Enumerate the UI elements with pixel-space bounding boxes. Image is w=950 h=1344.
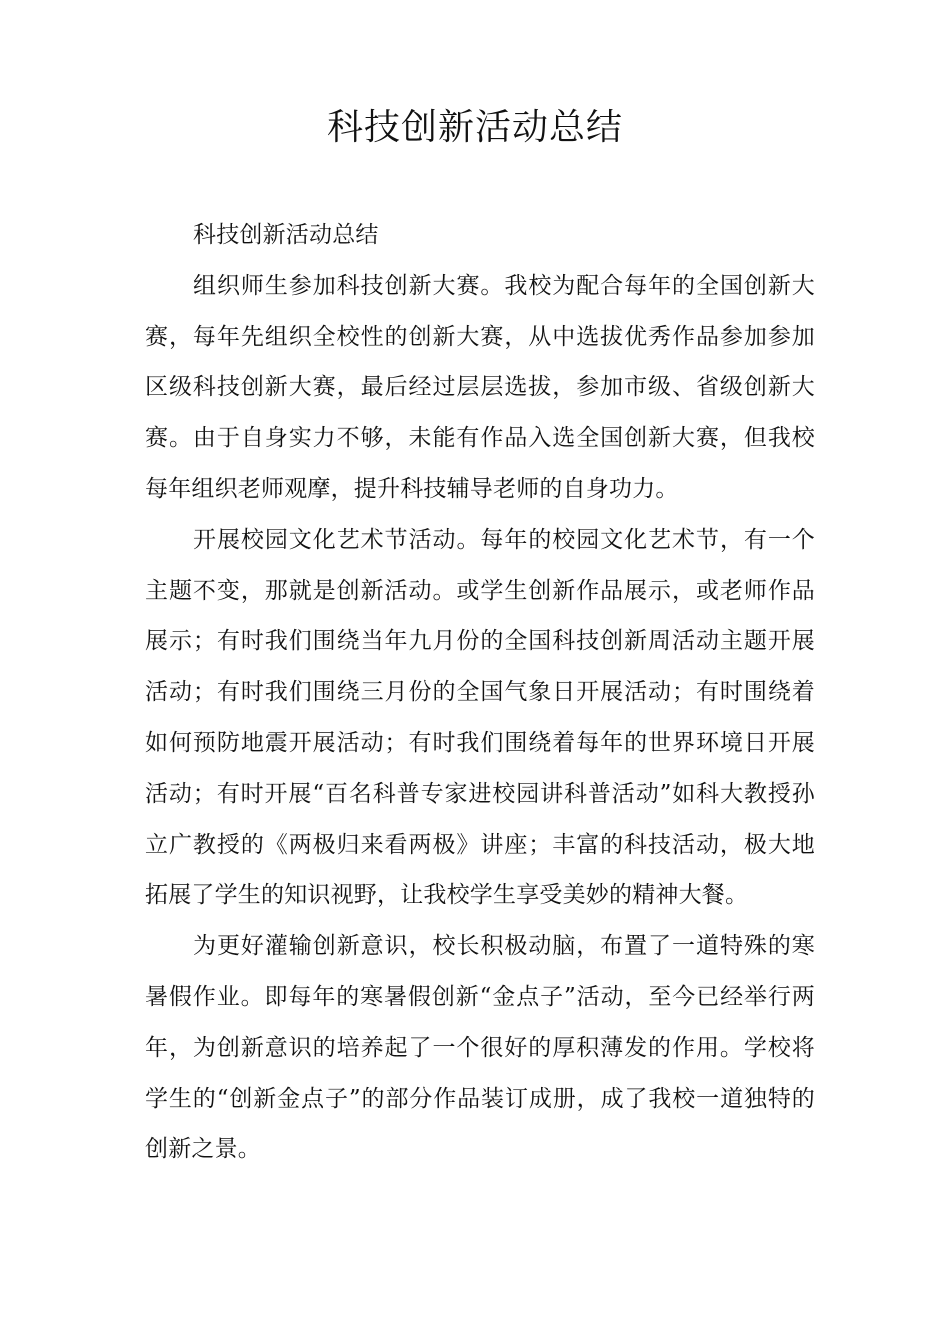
document-body	[145, 210, 815, 1175]
subtitle-paragraph: 科技创新活动总结	[193, 222, 379, 248]
document-title: 科技创新活动总结	[326, 107, 623, 148]
paragraph-holiday-homework: 为更好灌输创新意识，校长积极动脑，布置了一道特殊的寒暑假作业。即每年的寒暑假创新“金点子”活动，至今已经举行两年，为创新意识的培养起了一个很好的厚积薄发的作用。学校将学生的“创新金点子”的部分作品装订成册，成了我校一道独特的创新之景。	[145, 933, 815, 1163]
paragraph-competition: 组织师生参加科技创新大赛。我校为配合每年的全国创新大赛，每年先组织全校性的创新大赛，从中选拔优秀作品参加参加区级科技创新大赛，最后经过层层选拔，参加市级、省级创新大赛。由于自身实力不够，未能有作品入选全国创新大赛，但我校每年组织老师观摩，提升科技辅导老师的自身功力。	[145, 272, 815, 502]
paragraph-art-festival: 开展校园文化艺术节活动。每年的校园文化艺术节，有一个主题不变，那就是创新活动。或学生创新作品展示，或老师作品展示；有时我们围绕当年九月份的全国科技创新周活动主题开展活动；有时我们围绕三月份的全国气象日开展活动；有时围绕着如何预防地震开展活动；有时我们围绕着每年的世界环境日开展活动；有时开展“百名科普专家进校园讲科普活动”如科大教授孙立广教授的《两极归来看两极》讲座；丰富的科技活动，极大地拓展了学生的知识视野，让我校学生享受美妙的精神大餐。	[145, 526, 815, 909]
